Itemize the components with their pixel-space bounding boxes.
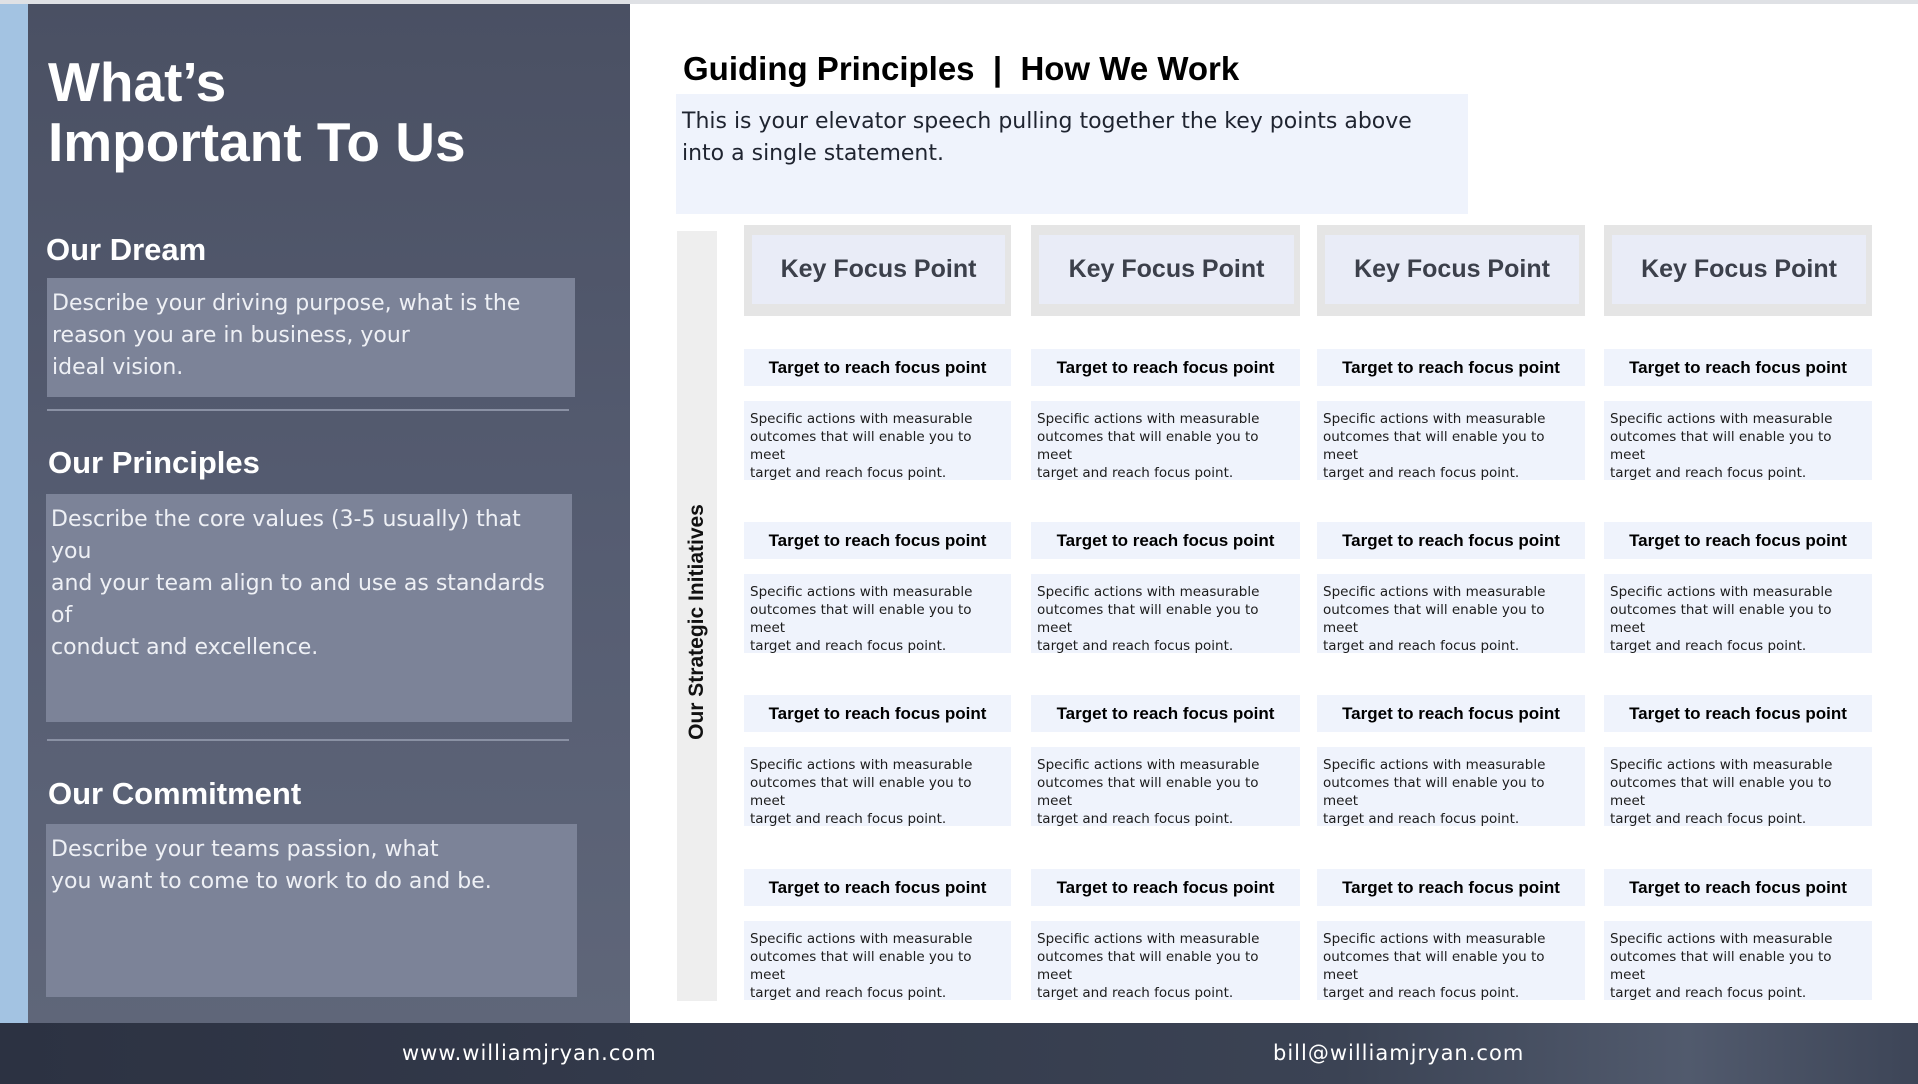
- action-box[interactable]: Specific actions with measurable outcomes that will enable you to meet target and reach focus point.: [1604, 574, 1872, 653]
- section-divider: [47, 739, 569, 741]
- dream-text-box[interactable]: [47, 278, 575, 397]
- target-box[interactable]: Target to reach focus point: [1604, 869, 1872, 906]
- action-box[interactable]: Specific actions with measurable outcomes that will enable you to meet target and reach focus point.: [1604, 921, 1872, 1000]
- title-line-2: Important To Us: [48, 111, 466, 173]
- action-box[interactable]: Specific actions with measurable outcomes that will enable you to meet target and reach focus point.: [1317, 747, 1585, 826]
- action-box[interactable]: Specific actions with measurable outcomes that will enable you to meet target and reach focus point.: [744, 747, 1011, 826]
- target-box[interactable]: Target to reach focus point: [1031, 349, 1300, 386]
- key-focus-point-label: Key Focus Point: [1612, 235, 1866, 304]
- accent-strip: [0, 4, 28, 1023]
- target-box[interactable]: Target to reach focus point: [1317, 869, 1585, 906]
- guiding-principles-title: Guiding Principles | How We Work: [683, 50, 1240, 87]
- action-box[interactable]: Specific actions with measurable outcomes that will enable you to meet target and reach focus point.: [1031, 574, 1300, 653]
- dream-text: Describe your driving purpose, what is the reason you are in business, your ideal vision.: [52, 291, 521, 380]
- target-box[interactable]: Target to reach focus point: [744, 349, 1011, 386]
- elevator-speech-box[interactable]: This is your elevator speech pulling together the key points above into a single statement.: [676, 94, 1468, 214]
- principles-heading: Our Principles: [48, 445, 260, 480]
- target-box[interactable]: Target to reach focus point: [1031, 869, 1300, 906]
- key-focus-point-label: Key Focus Point: [752, 235, 1005, 304]
- action-box[interactable]: Specific actions with measurable outcomes that will enable you to meet target and reach focus point.: [1031, 401, 1300, 480]
- target-box[interactable]: Target to reach focus point: [1604, 349, 1872, 386]
- target-box[interactable]: Target to reach focus point: [1604, 522, 1872, 559]
- dream-heading: Our Dream: [46, 232, 207, 267]
- commitment-heading: Our Commitment: [48, 776, 302, 811]
- action-box[interactable]: Specific actions with measurable outcomes that will enable you to meet target and reach focus point.: [1604, 401, 1872, 480]
- action-box[interactable]: Specific actions with measurable outcomes that will enable you to meet target and reach focus point.: [1317, 574, 1585, 653]
- target-box[interactable]: Target to reach focus point: [1317, 522, 1585, 559]
- footer-website-link[interactable]: www.williamjryan.com: [402, 1041, 657, 1065]
- strategic-initiatives-label: Our Strategic Initiatives: [685, 504, 708, 740]
- target-box[interactable]: Target to reach focus point: [1317, 695, 1585, 732]
- action-box[interactable]: Specific actions with measurable outcomes that will enable you to meet target and reach focus point.: [744, 401, 1011, 480]
- footer-email-link[interactable]: bill@williamjryan.com: [1273, 1041, 1525, 1065]
- key-focus-point-card[interactable]: [1604, 225, 1872, 316]
- key-focus-point-label: Key Focus Point: [1039, 235, 1294, 304]
- target-box[interactable]: Target to reach focus point: [744, 869, 1011, 906]
- page-title: [48, 52, 466, 172]
- key-focus-point-card[interactable]: [1317, 225, 1585, 316]
- principles-text: Describe the core values (3-5 usually) that you and your team align to and use as standards of conduct and excellence.: [51, 507, 545, 660]
- commitment-text: Describe your teams passion, what you want to come to work to do and be.: [51, 837, 492, 894]
- target-box[interactable]: Target to reach focus point: [744, 695, 1011, 732]
- target-box[interactable]: Target to reach focus point: [1031, 695, 1300, 732]
- action-box[interactable]: Specific actions with measurable outcomes that will enable you to meet target and reach focus point.: [1604, 747, 1872, 826]
- action-box[interactable]: Specific actions with measurable outcomes that will enable you to meet target and reach focus point.: [744, 921, 1011, 1000]
- action-box[interactable]: Specific actions with measurable outcomes that will enable you to meet target and reach focus point.: [744, 574, 1011, 653]
- principles-text-box[interactable]: [46, 494, 572, 722]
- footer: [0, 1023, 1918, 1084]
- commitment-text-box[interactable]: [46, 824, 577, 997]
- target-box[interactable]: Target to reach focus point: [1317, 349, 1585, 386]
- target-box[interactable]: Target to reach focus point: [744, 522, 1011, 559]
- key-focus-point-card[interactable]: [1031, 225, 1300, 316]
- section-divider: [47, 409, 569, 411]
- action-box[interactable]: Specific actions with measurable outcomes that will enable you to meet target and reach focus point.: [1317, 401, 1585, 480]
- key-focus-point-card[interactable]: [744, 225, 1011, 316]
- target-box[interactable]: Target to reach focus point: [1604, 695, 1872, 732]
- target-box[interactable]: Target to reach focus point: [1031, 522, 1300, 559]
- key-focus-point-label: Key Focus Point: [1325, 235, 1579, 304]
- title-line-1: What’s: [48, 51, 227, 113]
- action-box[interactable]: Specific actions with measurable outcomes that will enable you to meet target and reach focus point.: [1317, 921, 1585, 1000]
- action-box[interactable]: Specific actions with measurable outcomes that will enable you to meet target and reach focus point.: [1031, 921, 1300, 1000]
- action-box[interactable]: Specific actions with measurable outcomes that will enable you to meet target and reach focus point.: [1031, 747, 1300, 826]
